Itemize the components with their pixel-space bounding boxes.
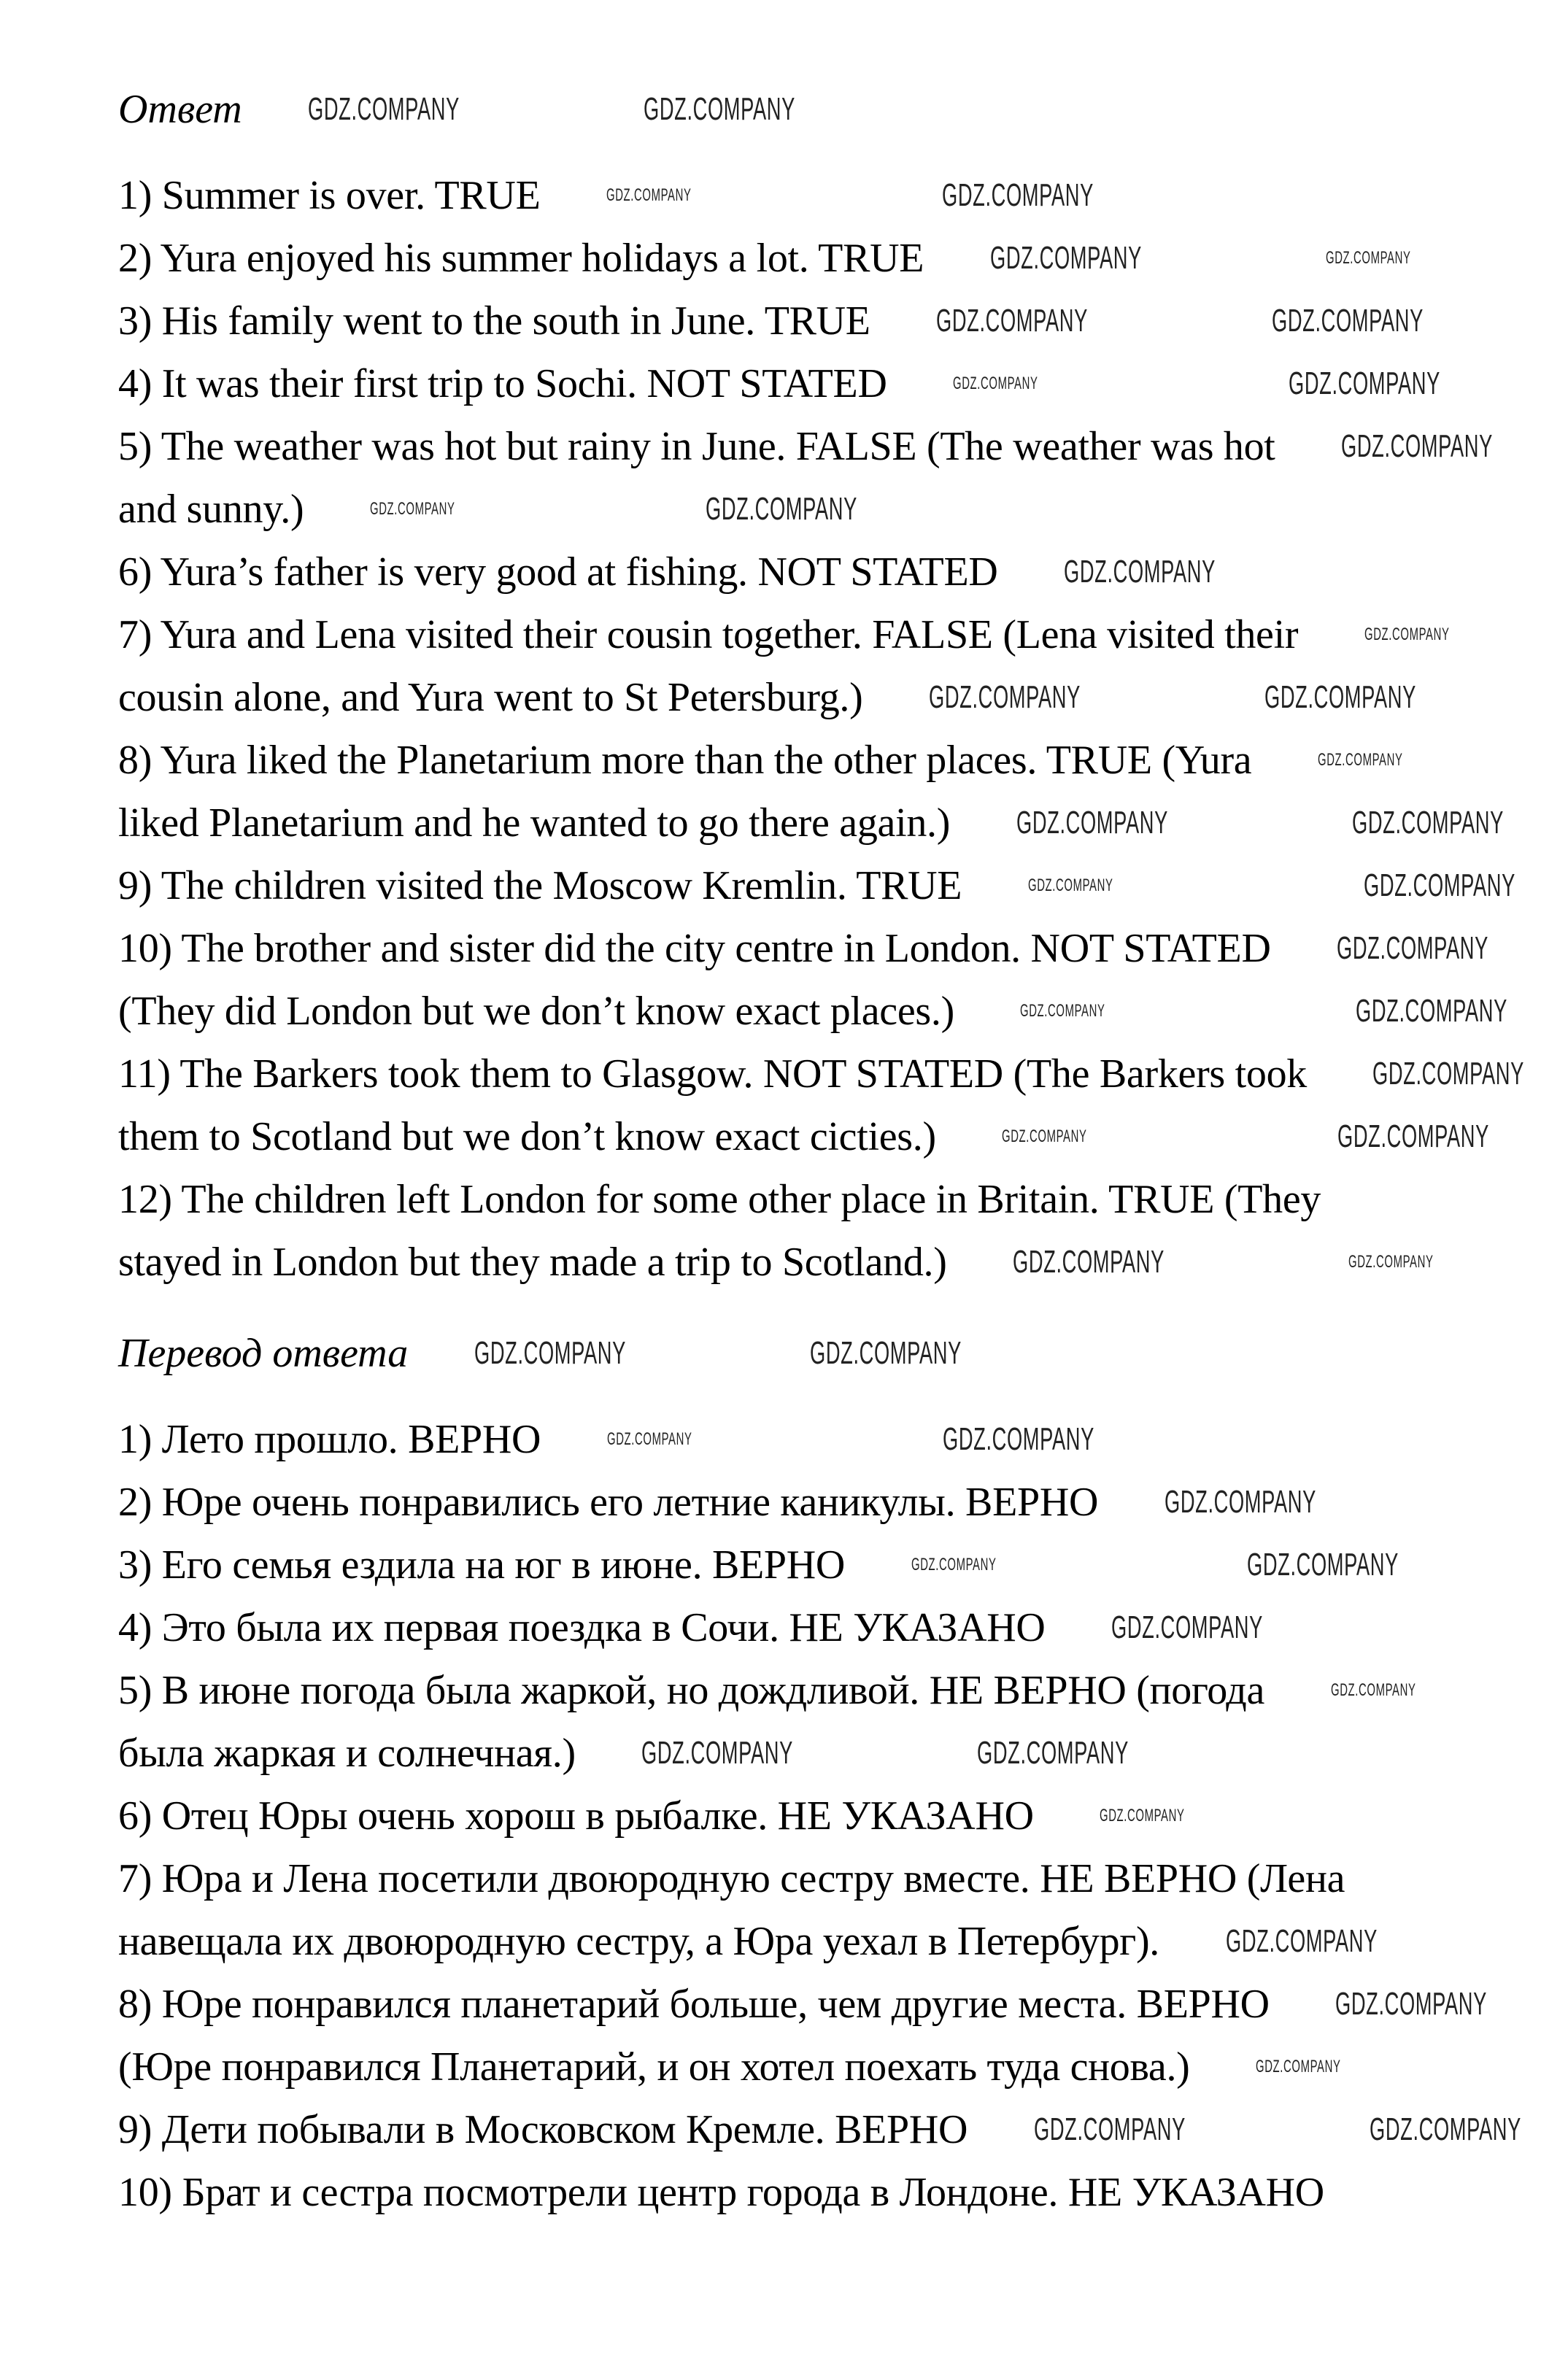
watermark-text: GDZ.COMPANY [644,91,795,127]
heading-answer: Ответ [118,87,242,132]
translation-line: (Юре понравился Планетарий, и он хотел поехать туда снова.) [118,2044,1190,2090]
watermark-text: GDZ.COMPANY [1364,867,1515,903]
watermark-text: GDZ.COMPANY [943,1421,1094,1457]
watermark-text: GDZ.COMPANY [977,1735,1129,1771]
watermark-text: GDZ.COMPANY [1335,1986,1487,2022]
watermark-text: GDZ.COMPANY [1348,1252,1434,1272]
translation-line: 10) Брат и сестра посмотрели центр города в Лондоне. НЕ УКАЗАНО [118,2170,1324,2215]
watermark-text: GDZ.COMPANY [1034,2111,1186,2147]
watermark-text: GDZ.COMPANY [1272,303,1424,339]
answer-line: 5) The weather was hot but rainy in June. FALSE (The weather was hot [118,424,1275,469]
watermark-text: GDZ.COMPANY [1341,428,1493,464]
answer-line: 6) Yura’s father is very good at fishing. NOT STATED [118,549,998,595]
watermark-text: GDZ.COMPANY [929,679,1081,715]
watermark-text: GDZ.COMPANY [1337,1118,1489,1154]
answer-line: 9) The children visited the Moscow Kremlin. TRUE [118,863,962,908]
watermark-text: GDZ.COMPANY [1020,1001,1105,1021]
watermark-text: GDZ.COMPANY [1326,248,1411,268]
answer-line: cousin alone, and Yura went to St Petersburg.) [118,675,863,720]
watermark-text: GDZ.COMPANY [1331,1680,1416,1700]
translation-line: была жаркая и солнечная.) [118,1731,576,1776]
answer-line: (They did London but we don’t know exact places.) [118,989,954,1034]
answer-line: them to Scotland but we don’t know exact cicties.) [118,1114,936,1159]
watermark-text: GDZ.COMPANY [1111,1609,1263,1645]
watermark-text: GDZ.COMPANY [474,1335,626,1371]
watermark-text: GDZ.COMPANY [1165,1484,1316,1520]
answer-line: 3) His family went to the south in June. TRUE [118,298,870,344]
watermark-text: GDZ.COMPANY [1256,2057,1341,2076]
translation-line: 7) Юра и Лена посетили двоюродную сестру вместе. НЕ ВЕРНО (Лена [118,1856,1345,1901]
answer-line: and sunny.) [118,487,304,532]
watermark-text: GDZ.COMPANY [990,240,1142,276]
translation-line: навещала их двоюродную сестру, а Юра уехал в Петербург). [118,1919,1160,1964]
watermark-text: GDZ.COMPANY [1264,679,1416,715]
watermark-text: GDZ.COMPANY [706,491,857,527]
answer-line: 2) Yura enjoyed his summer holidays a lot. TRUE [118,236,924,281]
translation-line: 6) Отец Юры очень хорош в рыбалке. НЕ УКАЗАНО [118,1793,1034,1839]
answer-line: 8) Yura liked the Planetarium more than the other places. TRUE (Yura [118,738,1252,783]
answer-line: 10) The brother and sister did the city centre in London. NOT STATED [118,926,1271,971]
watermark-text: GDZ.COMPANY [1100,1806,1185,1825]
watermark-text: GDZ.COMPANY [1016,805,1168,840]
translation-line: 2) Юре очень понравились его летние каникулы. ВЕРНО [118,1480,1099,1525]
answer-line: 4) It was their first trip to Sochi. NOT STATED [118,361,887,406]
watermark-text: GDZ.COMPANY [641,1735,793,1771]
translation-line: 9) Дети побывали в Московском Кремле. ВЕРНО [118,2107,968,2152]
watermark-text: GDZ.COMPANY [1226,1923,1378,1959]
watermark-text: GDZ.COMPANY [1370,2111,1521,2147]
watermark-text: GDZ.COMPANY [606,185,692,205]
translation-line: 4) Это была их первая поездка в Сочи. НЕ УКАЗАНО [118,1605,1046,1650]
watermark-text: GDZ.COMPANY [1364,625,1450,644]
answer-line: 7) Yura and Lena visited their cousin together. FALSE (Lena visited their [118,612,1299,657]
translation-line: 3) Его семья ездила на юг в июне. ВЕРНО [118,1542,846,1588]
watermark-text: GDZ.COMPANY [1289,366,1440,401]
watermark-text: GDZ.COMPANY [308,91,460,127]
watermark-text: GDZ.COMPANY [1247,1547,1399,1582]
watermark-text: GDZ.COMPANY [1352,805,1504,840]
translation-line: 8) Юре понравился планетарий больше, чем другие места. ВЕРНО [118,1982,1270,2027]
watermark-text: GDZ.COMPANY [1356,993,1507,1029]
watermark-text: GDZ.COMPANY [1337,930,1488,966]
heading-translation: Перевод ответа [118,1331,409,1376]
watermark-text: GDZ.COMPANY [936,303,1088,339]
answer-line: stayed in London but they made a trip to Scotland.) [118,1240,947,1285]
watermark-text: GDZ.COMPANY [1028,876,1113,895]
watermark-text: GDZ.COMPANY [911,1555,997,1574]
watermark-text: GDZ.COMPANY [1002,1126,1087,1146]
answer-line: 12) The children left London for some other place in Britain. TRUE (They [118,1177,1321,1222]
answer-line: liked Planetarium and he wanted to go there again.) [118,800,951,846]
watermark-text: GDZ.COMPANY [942,177,1094,213]
answer-line: 1) Summer is over. TRUE [118,173,541,218]
watermark-text: GDZ.COMPANY [1318,750,1403,770]
translation-line: 5) В июне погода была жаркой, но дождливой. НЕ ВЕРНО (погода [118,1668,1265,1713]
watermark-text: GDZ.COMPANY [953,374,1038,393]
watermark-text: GDZ.COMPANY [370,499,455,519]
watermark-text: GDZ.COMPANY [1064,554,1216,590]
watermark-text: GDZ.COMPANY [1372,1056,1524,1091]
watermark-text: GDZ.COMPANY [1013,1244,1165,1280]
watermark-text: GDZ.COMPANY [607,1429,692,1449]
answer-line: 11) The Barkers took them to Glasgow. NOT STATED (The Barkers took [118,1051,1307,1097]
watermark-text: GDZ.COMPANY [810,1335,962,1371]
translation-line: 1) Лето прошло. ВЕРНО [118,1417,541,1462]
